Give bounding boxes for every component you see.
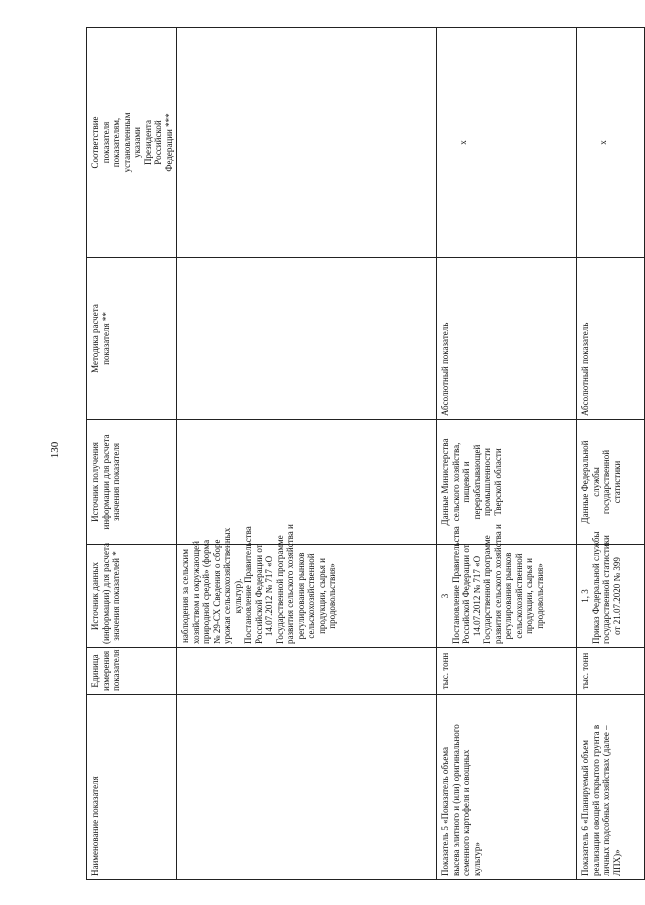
page-number <box>40 430 70 470</box>
table-cell <box>177 648 437 695</box>
table-cell <box>177 28 437 258</box>
table-cell-method: Абсолютный показатель <box>437 258 577 420</box>
table-cell-indicator-name: Показатель 6 «Планируемый объем реализации овощей открытого грунта в личных подсобных хозяйствах (далее – ЛПХ)» <box>577 695 645 880</box>
table-cell-unit: тыс. тонн <box>577 648 645 695</box>
table-cell-compliance: х <box>437 28 577 258</box>
table-row-indicator-5 <box>437 28 577 880</box>
table-cell-compliance: х <box>577 28 645 258</box>
table-cell-method: Абсолютный показатель <box>577 258 645 420</box>
indicator-table <box>86 27 645 880</box>
table-cell-data-source: наблюдения за сельским хозяйством и окружающей природной средой» (форма № 29-СХ Сведения о сборе урожая сельскохозяйственных культур). Постановление Правительства Российской Федерации от 14.07.2012 № 717 «О Государственной программе развития сельского хозяйства и регулирования рынков сельскохозяйственной продукции, сырья и продовольствия» <box>177 545 437 648</box>
table-cell-info-source: Данные Федеральной службы государственной статистики <box>577 420 645 545</box>
table-cell-indicator-name: Показатель 5 «Показатель объема высева элитного и (или) оригинального семенного картофеля и овощных культур» <box>437 695 577 880</box>
header-info-source: Источник получения информации для расчета значения показателя <box>87 420 177 545</box>
table-cell <box>177 258 437 420</box>
header-unit: Единица измерения показателя <box>87 648 177 695</box>
table-row-indicator-6 <box>577 28 645 880</box>
header-indicator-name: Наименование показателя <box>87 695 177 880</box>
table-cell-unit: тыс. тонн <box>437 648 577 695</box>
table-cell-data-source: 3 Постановление Правительства Российской Федерации от 14.07.2012 № 717 «О Государственной программе развития сельского хозяйства и регулирования рынков сельскохозяйственной продукции, сырья и продовольствия» <box>437 545 577 648</box>
table-cell-data-source: 1, 3 Приказ Федеральной службы государственной статистики от 21.07.2020 № 399 <box>577 545 645 648</box>
table-row-continuation <box>177 28 437 880</box>
header-data-source: Источник данных (информации) для расчета значения показателей * <box>87 545 177 648</box>
indicator-table-panel <box>86 28 622 880</box>
page-number-text: 130 <box>49 441 61 459</box>
table-cell-info-source: Данные Министерства сельского хозяйства, пищевой и перерабатывающей промышленности Тверской области <box>437 420 577 545</box>
header-compliance: Соответствие показателя показателям, установленным указами Президента Российской Федерации *** <box>87 28 177 258</box>
table-cell <box>177 695 437 880</box>
table-header-row <box>87 28 177 880</box>
header-method: Методика расчета показателя ** <box>87 258 177 420</box>
table-cell <box>177 420 437 545</box>
